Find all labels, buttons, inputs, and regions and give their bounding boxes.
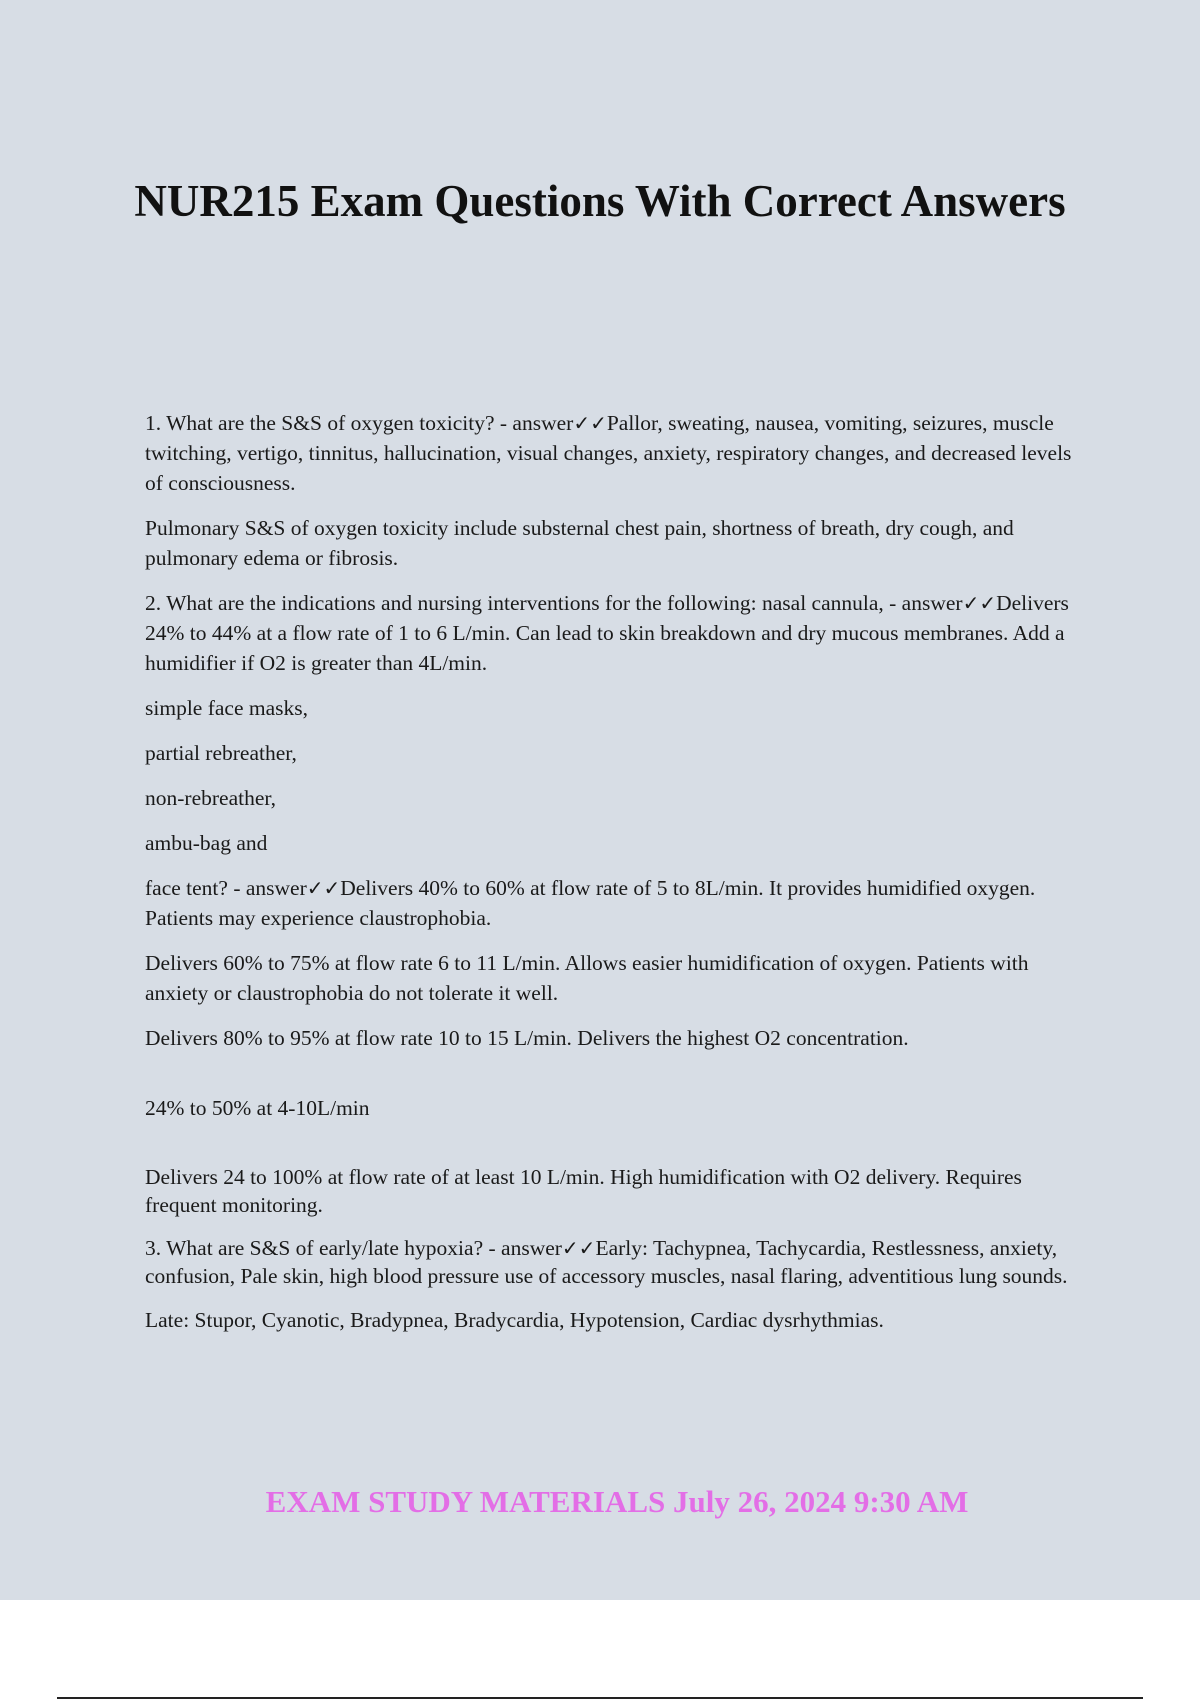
- answer-partial-rebreather: Delivers 60% to 75% at flow rate 6 to 11 L/min. Allows easier humidification of oxygen. Patients with anxiety or claustrophobia do not tolerate it well.: [145, 951, 1029, 1005]
- question-2-item-ambu-bag: ambu-bag and: [145, 831, 268, 855]
- checkmark-icon: ✓✓: [962, 591, 997, 615]
- checkmark-icon: ✓✓: [561, 1236, 596, 1260]
- question-3: [145, 1234, 1085, 1290]
- question-1-answer: Pallor, sweating, nausea, vomiting, seizures, muscle twitching, vertigo, tinnitus, hallucination, visual changes, anxiety, respiratory changes, and decreased levels of consciousness.: [145, 411, 1072, 495]
- question-2-item-partial-rebreather: partial rebreather,: [145, 741, 297, 765]
- question-3-late: Late: Stupor, Cyanotic, Bradypnea, Bradycardia, Hypotension, Cardiac dysrhythmias.: [145, 1308, 884, 1332]
- question-1-prompt: 1. What are the S&S of oxygen toxicity? - answer: [145, 411, 574, 435]
- question-3-answer: Early: Tachypnea, Tachycardia, Restlessness, anxiety, confusion, Pale skin, high blood pressure use of accessory muscles, nasal flaring, adventitious lung sounds.: [145, 1236, 1068, 1288]
- study-materials-stamp: EXAM STUDY MATERIALS July 26, 2024 9:30 AM: [265, 1484, 969, 1519]
- question-3-prompt: 3. What are S&S of early/late hypoxia? - answer: [145, 1236, 562, 1260]
- question-1-followup: Pulmonary S&S of oxygen toxicity include substernal chest pain, shortness of breath, dry cough, and pulmonary edema or fibrosis.: [145, 516, 1014, 570]
- question-2-prompt: 2. What are the indications and nursing interventions for the following: nasal cannula, - answer: [145, 591, 963, 615]
- footer-divider: [57, 1697, 1143, 1699]
- checkmark-icon: ✓✓: [306, 876, 341, 900]
- face-tent-answer: Delivers 40% to 60% at flow rate of 5 to 8L/min. It provides humidified oxygen. Patients may experience claustrophobia.: [145, 876, 1036, 930]
- face-tent-prompt: face tent? - answer: [145, 876, 307, 900]
- answer-face-tent: Delivers 24 to 100% at flow rate of at least 10 L/min. High humidification with O2 delivery. Requires frequent monitoring.: [145, 1165, 1022, 1217]
- question-2-face-tent: [145, 873, 1085, 933]
- question-2: [145, 588, 1085, 678]
- checkmark-icon: ✓✓: [573, 411, 607, 435]
- question-1: [145, 408, 1085, 498]
- question-2-item-simple-mask: simple face masks,: [145, 696, 308, 720]
- answer-non-rebreather: Delivers 80% to 95% at flow rate 10 to 15 L/min. Delivers the highest O2 concentration.: [145, 1026, 909, 1050]
- document-title: NUR215 Exam Questions With Correct Answers: [134, 176, 1066, 226]
- answer-ambu-bag: 24% to 50% at 4-10L/min: [145, 1096, 370, 1120]
- question-2-answer: Delivers 24% to 44% at a flow rate of 1 to 6 L/min. Can lead to skin breakdown and dry mucous membranes. Add a humidifier if O2 is greater than 4L/min.: [145, 591, 1069, 675]
- question-2-item-non-rebreather: non-rebreather,: [145, 786, 277, 810]
- document-body: [145, 408, 1085, 1350]
